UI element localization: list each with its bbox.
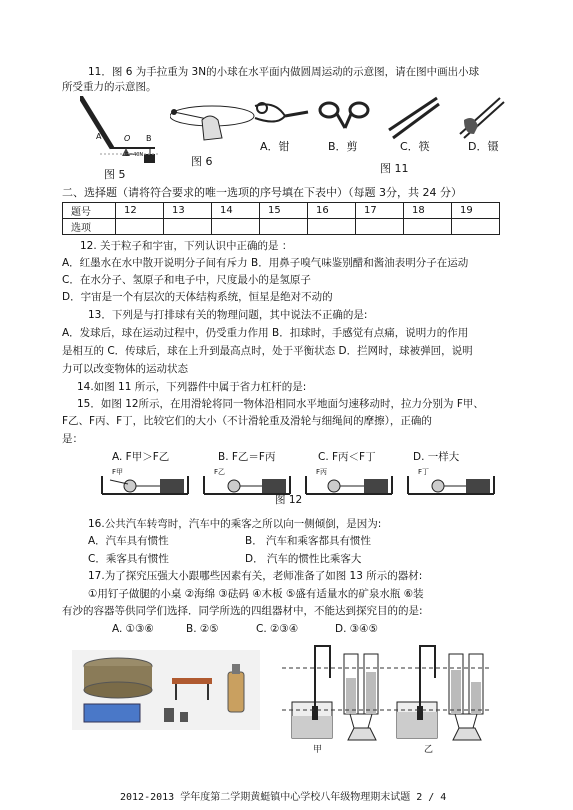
fig11-caption: 图 11 bbox=[380, 162, 409, 175]
fig5-point-a: A bbox=[96, 132, 102, 141]
fig5-point-o: O bbox=[124, 134, 131, 143]
question-number-cell: 12 bbox=[116, 203, 164, 219]
q13-line3: 力可以改变物体的运动状态 bbox=[62, 363, 188, 375]
gauge-jia bbox=[292, 646, 378, 740]
question-number-cell: 17 bbox=[356, 203, 404, 219]
apparatus-photo bbox=[72, 650, 260, 730]
q16-option-d: D． 汽车的惯性比乘客大 bbox=[245, 553, 362, 565]
q15-line1: 15．如图 12所示，在用滑轮将同一物体沿相同水平地面匀速移动时，拉力分别为 F甲、 bbox=[77, 398, 484, 410]
q12-stem: 12. 关于粒子和宇宙，下列认识中正确的是 ： bbox=[80, 240, 293, 252]
force-label-jia: F甲 bbox=[112, 468, 124, 476]
q17-line2: 有沙的容器等供同学们选择．同学所选的四组器材中，不能达到探究目的的是: bbox=[62, 605, 423, 617]
answer-cell[interactable] bbox=[308, 219, 356, 235]
row-header-answer: 选项 bbox=[63, 219, 116, 235]
tool-c-label: C．筷 bbox=[400, 140, 430, 153]
pressure-gauge-diagrams bbox=[282, 642, 492, 754]
pulley-setup-yi bbox=[204, 476, 290, 494]
q17-line1: ①用钉子做腿的小桌 ②海绵 ③砝码 ④木板 ⑤盛有适量水的矿泉水瓶 ⑥装 bbox=[88, 588, 424, 600]
answer-cell[interactable] bbox=[164, 219, 212, 235]
q15-option-d: D. 一样大 bbox=[413, 451, 460, 463]
water-bottle bbox=[228, 672, 244, 712]
figure-5-lever bbox=[80, 96, 165, 164]
diagram-label-yi: 乙 bbox=[424, 745, 434, 755]
q15-option-c: C. F丙＜F丁 bbox=[318, 451, 376, 463]
q17-option-c: C. ②③④ bbox=[256, 623, 299, 635]
q17-option-b: B. ②⑤ bbox=[186, 623, 219, 635]
force-label-yi: F乙 bbox=[214, 468, 226, 476]
q17-option-a: A. ①③⑥ bbox=[112, 623, 154, 635]
weight bbox=[164, 708, 174, 722]
tool-d-label: D．镊 bbox=[468, 140, 499, 153]
tool-b-label: B．剪 bbox=[328, 140, 358, 153]
force-label-ding: F丁 bbox=[418, 468, 430, 476]
tweezers-icon bbox=[450, 96, 510, 141]
table-row bbox=[63, 219, 500, 235]
q15-option-b: B. F乙＝F丙 bbox=[218, 451, 276, 463]
diagram-label-jia: 甲 bbox=[313, 745, 323, 755]
answer-cell[interactable] bbox=[452, 219, 500, 235]
gauge-yi bbox=[397, 646, 483, 740]
q14-stem: 14.如图 11 所示，下列器件中属于省力杠杆的是: bbox=[77, 381, 307, 393]
answer-cell[interactable] bbox=[356, 219, 404, 235]
row-header-number: 题号 bbox=[63, 203, 116, 219]
page-footer: 2012-2013 学年度第二学期黄蜓镇中心学校八年级物理期末试题 2 / 4 bbox=[120, 792, 447, 803]
q16-option-b: B． 汽车和乘客都具有惯性 bbox=[245, 535, 372, 547]
pulley-setup-jia bbox=[102, 476, 188, 494]
q11-line2: 所受重力的示意图。 bbox=[62, 81, 157, 93]
question-number-cell: 18 bbox=[404, 203, 452, 219]
q13-stem: 13．下列是与打排球有关的物理问题，其中说法不正确的是: bbox=[88, 309, 368, 321]
q11-line1: 11．图 6 为手拉重为 3N的小球在水平面内做圆周运动的示意图，请在图中画出小球 bbox=[88, 66, 480, 78]
q12-option-ab: A．红墨水在水中散开说明分子间有斥力 B．用鼻子嗅气味鉴别醋和酱油表明分子在运动 bbox=[62, 257, 469, 269]
q12-option-d: D．宇宙是一个有层次的天体结构系统，恒星是绝对不动的 bbox=[62, 291, 333, 303]
answer-cell[interactable] bbox=[116, 219, 164, 235]
chopsticks-icon bbox=[385, 96, 440, 141]
scissors-icon bbox=[315, 98, 375, 133]
question-number-cell: 15 bbox=[260, 203, 308, 219]
hand-icon bbox=[202, 116, 222, 140]
question-number-cell: 13 bbox=[164, 203, 212, 219]
fig5-point-b: B bbox=[146, 134, 152, 143]
fig6-caption: 图 6 bbox=[191, 155, 213, 168]
section-2-title: 二、选择题（请将符合要求的唯一选项的序号填在下表中）（每题 3分，共 24 分） bbox=[62, 186, 462, 199]
q16-option-c: C．乘客具有惯性 bbox=[88, 553, 169, 565]
q16-stem: 16.公共汽车转弯时，汽车中的乘客之所以向一侧倾倒，是因为: bbox=[88, 518, 382, 530]
q13-line2: 是相互的 C．传球后，球在上升到最高点时，处于平衡状态 D．拦网时，球被弹回，说明 bbox=[62, 345, 473, 357]
q16-option-a: A．汽车具有惯性 bbox=[88, 535, 169, 547]
table-row bbox=[63, 203, 500, 219]
pulley-setup-ding bbox=[408, 476, 494, 494]
answer-table bbox=[62, 202, 500, 235]
answer-cell[interactable] bbox=[212, 219, 260, 235]
small-table bbox=[172, 678, 212, 684]
q15-option-a: A. F甲＞F乙 bbox=[112, 451, 170, 463]
q17-option-d: D. ③④⑤ bbox=[335, 623, 378, 635]
question-number-cell: 14 bbox=[212, 203, 260, 219]
answer-cell[interactable] bbox=[260, 219, 308, 235]
answer-cell[interactable] bbox=[404, 219, 452, 235]
pliers-icon bbox=[250, 98, 310, 133]
q17-stem: 17.为了探究压强大小跟哪些因素有关，老师准备了如图 13 所示的器材: bbox=[88, 570, 423, 582]
q12-option-c: C．在水分子、氢原子和电子中，尺度最小的是氢原子 bbox=[62, 274, 311, 286]
q15-line3: 是： bbox=[62, 433, 83, 445]
fig5-caption: 图 5 bbox=[104, 168, 126, 181]
sponge bbox=[84, 704, 140, 722]
q13-line1: A．发球后，球在运动过程中，仍受重力作用 B．扣球时，手感觉有点痛，说明力的作用 bbox=[62, 327, 469, 339]
tool-a-label: A．钳 bbox=[260, 140, 290, 153]
fig12-caption: 图 12 bbox=[275, 494, 303, 506]
weight-block bbox=[144, 154, 155, 163]
question-number-cell: 19 bbox=[452, 203, 500, 219]
pulley-setup-bing bbox=[306, 476, 392, 494]
fig5-weight-label: G=40N bbox=[125, 152, 144, 158]
question-number-cell: 16 bbox=[308, 203, 356, 219]
force-label-bing: F丙 bbox=[316, 468, 328, 476]
q15-line2: F乙、F丙、F丁，比较它们的大小（不计滑轮重及滑轮与细绳间的摩擦），正确的 bbox=[62, 415, 432, 427]
